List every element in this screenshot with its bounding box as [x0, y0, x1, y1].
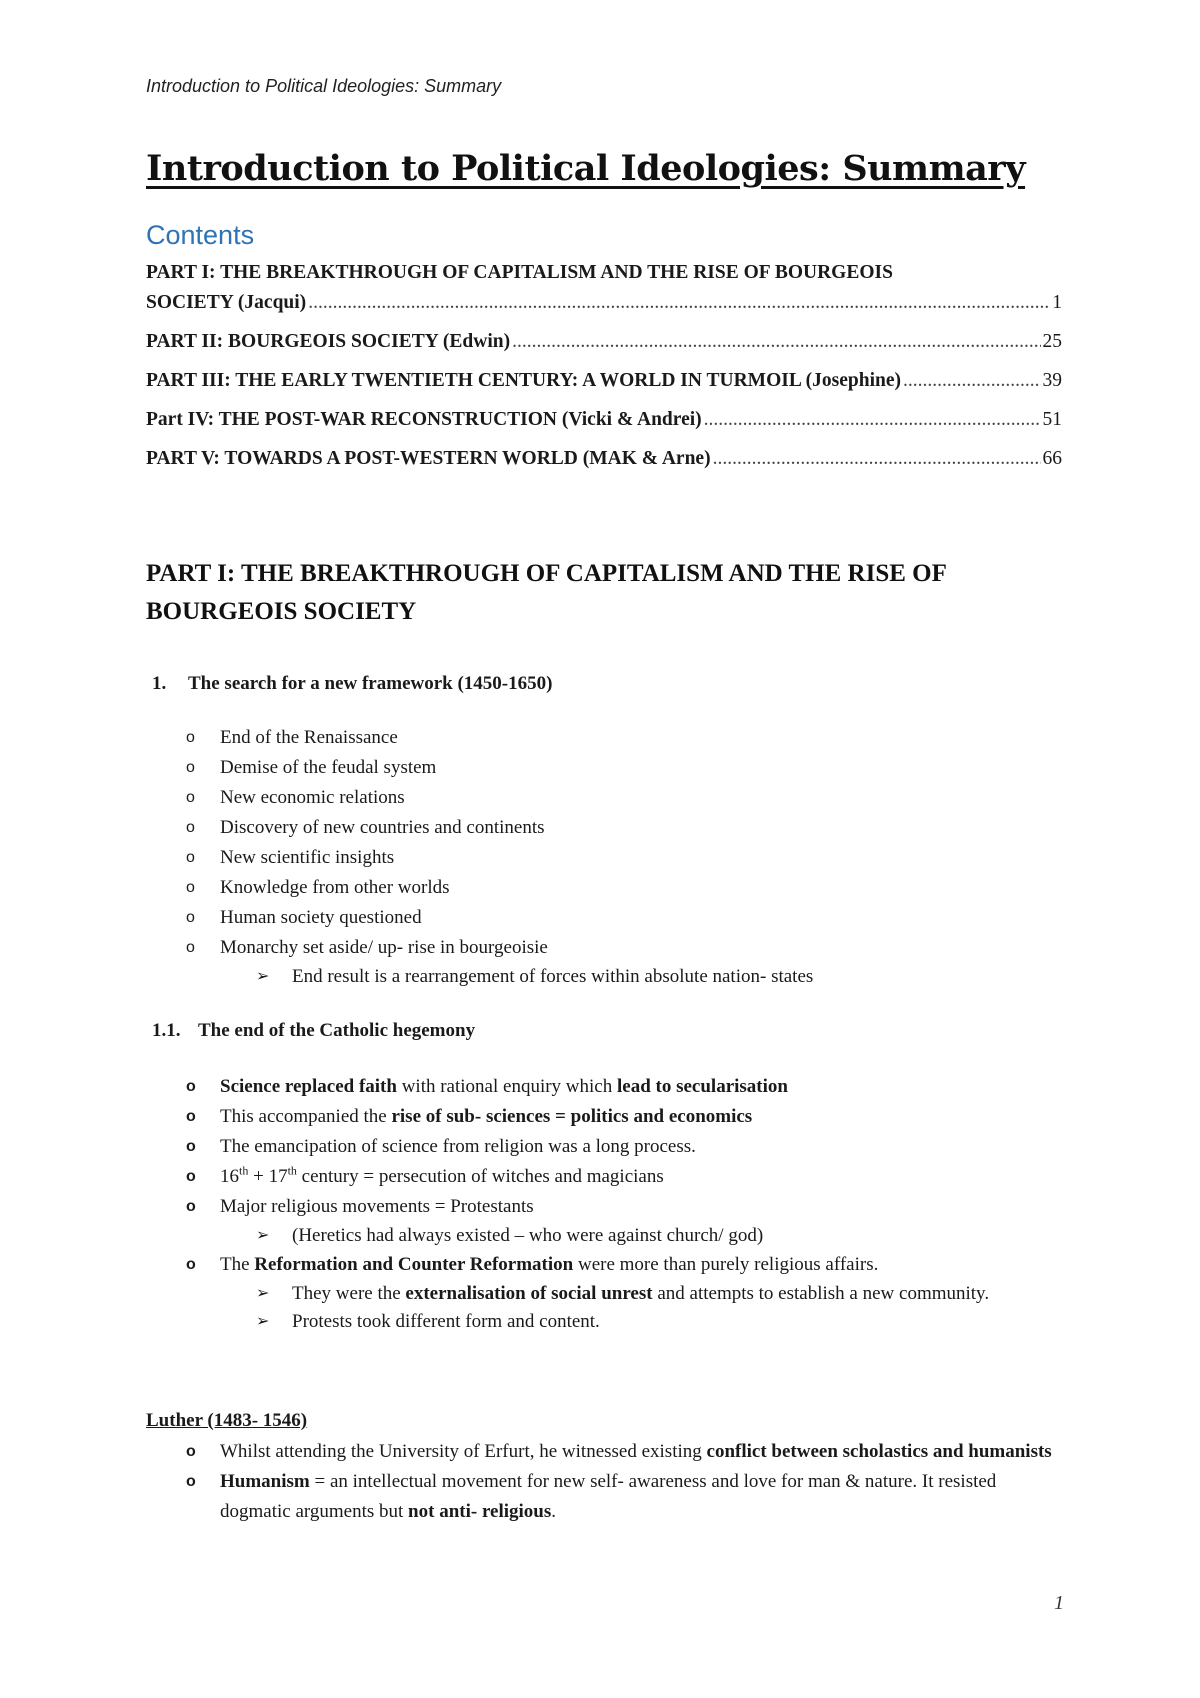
toc-page-number: 51 [1042, 409, 1062, 430]
bullet-circle-icon: o [186, 1443, 196, 1460]
toc-leader-dots [308, 288, 1050, 318]
bullet-circle-icon: o [186, 789, 195, 806]
sub-list-item: ➢ (Heretics had always existed – who were against church/ god) [186, 1222, 1066, 1250]
list-item: o This accompanied the rise of sub- sciences = politics and economics [186, 1102, 1066, 1132]
toc-leader-dots [512, 327, 1040, 357]
arrow-bullet-icon: ➢ [256, 1285, 270, 1302]
bullet-circle-icon: o [186, 909, 195, 926]
page-number: 1 [1054, 1592, 1064, 1614]
bullet-circle-icon: o [186, 1108, 196, 1125]
toc-entry-part-2[interactable] [146, 327, 1062, 357]
toc-entry-title: PART II: BOURGEOIS SOCIETY (Edwin) [146, 331, 511, 352]
sub-list-item: ➢ Protests took different form and content. [186, 1308, 1066, 1336]
part-1-heading: PART I: THE BREAKTHROUGH OF CAPITALISM AND THE RISE OF BOURGEOIS SOCIETY [146, 560, 946, 625]
sub-list-item: ➢ They were the externalisation of social unrest and attempts to establish a new community. [186, 1280, 1066, 1308]
section-title: The search for a new framework (1450-1650) [188, 673, 553, 694]
list-item: o New economic relations [186, 783, 1066, 813]
sub-list-item: ➢ End result is a rearrangement of forces within absolute nation- states [186, 963, 1066, 991]
list-item: o Whilst attending the University of Erfurt, he witnessed existing conflict between scholastics and humanists [186, 1437, 1066, 1467]
section-1-1-heading [152, 1020, 475, 1042]
section-number: 1.1. [152, 1020, 181, 1041]
toc-entry-title: Part IV: THE POST-WAR RECONSTRUCTION (Vicki & Andrei) [146, 409, 702, 430]
toc-entry-part-1[interactable] [146, 258, 1062, 318]
bullet-circle-icon: o [186, 1168, 196, 1185]
table-of-contents [146, 258, 1062, 483]
list-item: o Humanism = an intellectual movement for new self- awareness and love for man & nature. It resisted dogmatic arguments but not anti- religious. [186, 1467, 1066, 1527]
bullet-circle-icon: o [186, 1256, 196, 1273]
arrow-bullet-icon: ➢ [256, 1227, 270, 1244]
section-title: The end of the Catholic hegemony [198, 1020, 476, 1041]
list-item: o Demise of the feudal system [186, 753, 1066, 783]
bullet-circle-icon: o [186, 819, 195, 836]
toc-leader-dots [704, 405, 1041, 435]
list-item: o Discovery of new countries and continents [186, 813, 1066, 843]
toc-entry-part-3[interactable] [146, 366, 1062, 396]
list-item: o 16th + 17th century = persecution of witches and magicians [186, 1162, 1066, 1192]
contents-heading: Contents [146, 220, 255, 250]
document-title: Introduction to Political Ideologies: Summary [146, 148, 1026, 189]
bullet-circle-icon: o [186, 1473, 196, 1490]
section-1-1-list [186, 1072, 1066, 1336]
bullet-circle-icon: o [186, 729, 195, 746]
arrow-bullet-icon: ➢ [256, 1313, 270, 1330]
toc-entry-part-5[interactable] [146, 444, 1062, 474]
running-header: Introduction to Political Ideologies: Summary [146, 76, 502, 96]
toc-entry-title: PART V: TOWARDS A POST-WESTERN WORLD (MAK & Arne) [146, 448, 711, 469]
toc-entry-line: PART I: THE BREAKTHROUGH OF CAPITALISM AND THE RISE OF BOURGEOIS [146, 262, 893, 283]
toc-entry-title: SOCIETY (Jacqui) [146, 292, 307, 313]
toc-leader-dots [903, 366, 1041, 396]
toc-page-number: 1 [1052, 292, 1062, 313]
list-item: o New scientific insights [186, 843, 1066, 873]
list-item: o The Reformation and Counter Reformation were more than purely religious affairs. [186, 1250, 1066, 1280]
toc-entry-title: PART III: THE EARLY TWENTIETH CENTURY: A WORLD IN TURMOIL (Josephine) [146, 370, 901, 391]
list-item: o The emancipation of science from religion was a long process. [186, 1132, 1066, 1162]
bullet-circle-icon: o [186, 849, 195, 866]
bullet-circle-icon: o [186, 759, 195, 776]
bullet-circle-icon: o [186, 939, 195, 956]
section-number: 1. [152, 673, 167, 694]
luther-list [186, 1437, 1066, 1527]
bullet-circle-icon: o [186, 1138, 196, 1155]
arrow-bullet-icon: ➢ [256, 968, 270, 985]
toc-leader-dots [713, 444, 1041, 474]
toc-entry-part-4[interactable] [146, 405, 1062, 435]
bullet-circle-icon: o [186, 879, 195, 896]
section-1-list [186, 723, 1066, 991]
list-item: o Human society questioned [186, 903, 1066, 933]
list-item: o End of the Renaissance [186, 723, 1066, 753]
toc-page-number: 25 [1042, 331, 1062, 352]
toc-page-number: 66 [1042, 448, 1062, 469]
list-item: o Science replaced faith with rational enquiry which lead to secularisation [186, 1072, 1066, 1102]
bullet-circle-icon: o [186, 1198, 196, 1215]
toc-page-number: 39 [1042, 370, 1062, 391]
list-item: o Major religious movements = Protestants [186, 1192, 1066, 1222]
luther-heading: Luther (1483- 1546) [146, 1410, 308, 1431]
bullet-circle-icon: o [186, 1078, 196, 1095]
list-item: o Monarchy set aside/ up- rise in bourgeoisie [186, 933, 1066, 963]
section-1-heading [152, 673, 552, 695]
list-item: o Knowledge from other worlds [186, 873, 1066, 903]
